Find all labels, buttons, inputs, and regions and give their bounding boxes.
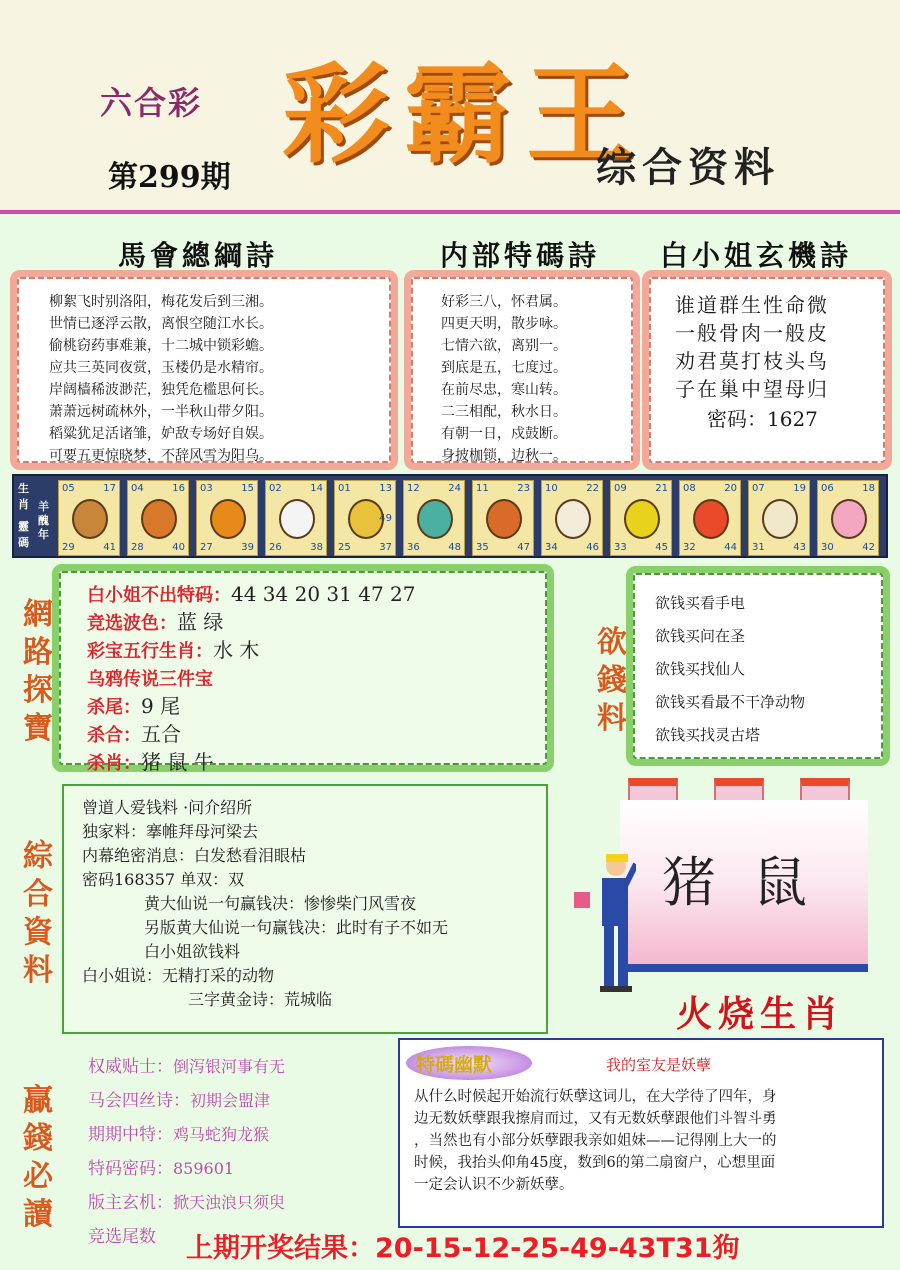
money-item: 欲钱买问在圣 [655,627,746,645]
win-value: 初期会盟津 [190,1091,271,1110]
poem-line: 在前尽忠，寒山转。 [441,382,567,398]
zodiac-strip [12,474,888,558]
zodiac-cell [334,480,396,556]
win-label: 期期中特： [88,1125,173,1145]
win-row [88,1118,285,1152]
zodiac-number: 09 [614,483,627,494]
treasure-label: 杀尾： [87,697,141,718]
zodiac-number: 30 [821,542,834,553]
left-poem-box [16,276,392,464]
zodiac-number: 29 [62,542,75,553]
snake-icon [417,499,453,539]
zodiac-number: 15 [241,483,254,494]
mid-poem-box [410,276,634,464]
humor-line: ，当然也有小部分妖孽跟我亲如姐妹——记得刚上大一的 [414,1133,777,1149]
money-item: 欲钱买看最不干净动物 [655,693,806,711]
treasure-label: 杀肖： [87,753,141,774]
left-poem-lines [49,291,273,467]
zodiac-number: 04 [131,483,144,494]
win-value: 倒泻银河事有无 [173,1057,286,1076]
zodiac-number: 39 [241,542,254,553]
poem-line: 偷桃窃药事难兼，十二城中锁彩蟾。 [49,338,273,354]
humor-line: 时候，我抬头仰角45度，数到6的第二扇窗户，心想里面 [414,1155,776,1171]
zodiac-cell [127,480,189,556]
right-poem-box [648,276,886,464]
liuhecai-label: 六合彩 [100,84,203,122]
zodiac-label-char: 羊 [38,500,49,513]
treasure-label: 乌鸦传说三件宝 [87,669,213,690]
treasure-label: 白小姐不出特码： [87,585,231,606]
mid-poem-lines [441,291,567,467]
side-label-char: 必 [23,1159,53,1194]
side-label-char: 錢 [597,663,627,698]
goat-icon [555,499,591,539]
rooster-icon [693,499,729,539]
zodiac-number: 18 [862,483,875,494]
poem-line: 四更天明，散步咏。 [441,316,567,332]
treasure-value: 五合 [141,722,181,746]
comprehensive-row: 曾道人爱钱料 ·问介绍所 [82,798,253,817]
treasure-row [87,637,415,665]
zodiac-cell [610,480,672,556]
side-label-char: 路 [23,635,53,670]
zodiac-number: 22 [586,483,599,494]
zodiac-number: 23 [517,483,530,494]
zodiac-label-char: 年 [38,528,49,541]
zodiac-label [16,480,54,556]
zodiac-number: 14 [310,483,323,494]
side-label-char: 欲 [597,625,627,660]
money-item: 欲钱买看手电 [655,594,746,612]
humor-text [414,1086,777,1196]
comprehensive-row: 密码168357 单双：双 [82,870,245,889]
win-value: 鸡马蛇狗龙猴 [173,1125,270,1144]
win-value: 掀天浊浪只须臾 [173,1193,286,1212]
net-treasure-side-label [20,596,56,748]
zodiac-number: 10 [545,483,558,494]
poem-line: 稻粱犹足活诸雏，妒敌专场好自娱。 [49,426,273,442]
poem-line: 可要五更惊晓梦，不辞风雪为阳乌。 [49,448,273,464]
zodiac-number: 33 [614,542,627,553]
zodiac-number: 02 [269,483,282,494]
side-label-char: 資 [23,915,53,950]
tiger-icon [210,499,246,539]
zodiac-label-char: 靈 [18,520,29,533]
side-label-char: 錢 [23,1121,53,1156]
humor-title: 我的室友是妖孽 [606,1056,712,1074]
comprehensive-row: 白小姐说：无精打采的动物 [82,966,275,985]
zodiac-label-char: 碼 [18,536,29,549]
zodiac-number: 40 [172,542,185,553]
treasure-value: 猪 鼠 牛 [141,750,214,774]
net-treasure-rows [87,581,415,777]
billboard-text: 猪 鼠 [662,851,818,914]
poem-line: 萧萧远树疏林外，一半秋山带夕阳。 [49,404,273,420]
money-side-label [594,624,630,738]
side-label-char: 料 [597,701,627,736]
zodiac-number: 16 [172,483,185,494]
zodiac-number: 27 [200,542,213,553]
treasure-value: 蓝 绿 [177,610,224,634]
zodiac-number: 31 [752,542,765,553]
win-row [88,1152,285,1186]
zodiac-number: 07 [752,483,765,494]
side-label-char: 合 [23,877,53,912]
poem-line: 好彩三八，怀君属。 [441,294,567,310]
poem-line: 一般骨肉一般皮 [675,321,829,345]
win-row [88,1050,285,1084]
billboard [620,800,868,972]
zodiac-number: 26 [269,542,282,553]
horse-icon [486,499,522,539]
win-row [88,1084,285,1118]
poem-line: 柳絮飞时别洛阳，梅花发后到三湘。 [49,294,273,310]
humor-line: 从什么时候起开始流行妖孽这词儿，在大学待了四年，身 [414,1089,777,1105]
zodiac-number: 28 [131,542,144,553]
treasure-row [87,693,415,721]
zodiac-cell [265,480,327,556]
zodiac-number: 49 [379,513,392,524]
win-side-label [20,1082,56,1234]
zodiac-number: 12 [407,483,420,494]
win-must-read-rows [88,1050,285,1254]
humor-line: 边无数妖孽跟我擦肩而过，又有无数妖孽跟他们斗智斗勇 [414,1111,777,1127]
zodiac-label-char: 肖 [18,498,29,511]
zodiac-cell [748,480,810,556]
side-label-char: 讀 [23,1197,53,1232]
issue-number: 第299期 [108,160,231,195]
poem-line: 子在巢中望母归 [675,377,829,401]
zodiac-number: 24 [448,483,461,494]
ox-icon [141,499,177,539]
rat-icon [72,499,108,539]
poem-line: 有朝一日，戍鼓断。 [441,426,567,442]
zodiac-number: 34 [545,542,558,553]
side-label-char: 贏 [23,1083,53,1118]
poem-line: 谁道群生性命微 [675,293,829,317]
comprehensive-box [62,784,548,1034]
zodiac-number: 21 [655,483,668,494]
poem-line: 二三相配，秋水日。 [441,404,567,420]
rabbit-icon [279,499,315,539]
right-poem-title: 白小姐玄機詩 [660,239,853,272]
money-material-box [632,572,884,760]
humor-badge: 特碼幽默 [416,1054,493,1076]
zodiac-number: 41 [103,542,116,553]
poem-line: 七情六欲，离别一。 [441,338,567,354]
side-label-char: 網 [23,597,53,632]
zodiac-number: 19 [793,483,806,494]
treasure-label: 竞选波色： [87,613,177,634]
painter-icon [566,852,636,1002]
main-title: 彩霸王 [282,52,649,178]
comprehensive-row: 三字黄金诗：荒城临 [188,990,333,1009]
comprehensive-side-label [20,838,56,990]
win-label: 马会四丝诗： [88,1091,190,1111]
side-label-char: 探 [23,673,53,708]
win-label: 权威贴士： [88,1057,173,1077]
comprehensive-row: 黄大仙说一句赢钱决：惨惨柴门风雪夜 [144,894,417,913]
zodiac-number: 32 [683,542,696,553]
zodiac-number: 47 [517,542,530,553]
treasure-value: 9 尾 [141,694,181,718]
humor-box [398,1038,884,1228]
zodiac-cell [58,480,120,556]
poem-line: 世情已逐浮云散，离恨空随江水长。 [49,316,273,332]
poem-line: 到底是五，七度过。 [441,360,567,376]
poem-line: 应共三英同夜赏，玉楼仍是水精帘。 [49,360,273,376]
monkey-icon [624,499,660,539]
treasure-row [87,581,415,609]
comprehensive-row: 独家料：搴帷拜母河梁去 [82,822,259,841]
zodiac-number: 46 [586,542,599,553]
treasure-value: 44 34 20 31 47 27 [231,582,416,606]
treasure-row [87,665,415,693]
zodiac-cell [196,480,258,556]
zodiac-cell [679,480,741,556]
zodiac-number: 25 [338,542,351,553]
treasure-value: 水 木 [213,638,260,662]
zodiac-number: 36 [407,542,420,553]
net-treasure-box [58,570,548,774]
money-material-rows [655,587,805,752]
win-label: 版主玄机： [88,1193,173,1213]
zodiac-number: 35 [476,542,489,553]
money-item: 欲钱买找灵古塔 [655,726,761,744]
comprehensive-row: 另版黄大仙说一句赢钱决：此时有子不如无 [144,918,449,937]
fire-zodiac-caption: 火烧生肖 [676,993,845,1035]
dog-icon [762,499,798,539]
zodiac-cell [403,480,465,556]
zodiac-number: 05 [62,483,75,494]
right-poem-lines [675,291,829,403]
comprehensive-rows [82,796,448,1012]
zodiac-number: 13 [379,483,392,494]
poem-line: 劝君莫打枝头鸟 [675,349,829,373]
zodiac-number: 42 [862,542,875,553]
zodiac-label-char: 醜 [38,514,49,527]
treasure-row [87,609,415,637]
mid-poem-title: 内部特碼詩 [440,239,601,272]
money-item: 欲钱买找仙人 [655,660,746,678]
zodiac-cell [817,480,879,556]
comprehensive-row: 白小姐欲钱料 [144,942,241,961]
zodiac-label-char: 生 [18,482,29,495]
win-label: 竞选尾数 [88,1227,156,1247]
comprehensive-row: 内幕绝密消息：白发愁看泪眼枯 [82,846,307,865]
last-draw-result: 上期开奖结果：20-15-12-25-49-43T31狗 [186,1233,740,1264]
right-poem-code: 密码：1627 [707,407,818,431]
zodiac-number: 17 [103,483,116,494]
zodiac-number: 03 [200,483,213,494]
zodiac-number: 45 [655,542,668,553]
treasure-label: 杀合： [87,725,141,746]
side-label-char: 寶 [23,711,53,746]
win-value: 859601 [173,1159,235,1178]
subtitle: 综合资料 [596,144,780,191]
zodiac-number: 44 [724,542,737,553]
side-label-char: 料 [23,953,53,988]
win-label: 特码密码： [88,1159,173,1179]
zodiac-number: 38 [310,542,323,553]
treasure-label: 彩宝五行生肖： [87,641,213,662]
humor-line: 一定会认识不少新妖孽。 [414,1177,574,1193]
zodiac-cell [472,480,534,556]
side-label-char: 綜 [23,839,53,874]
zodiac-number: 37 [379,542,392,553]
zodiac-cell [541,480,603,556]
poem-line: 身披枷锁，边秋一。 [441,448,567,464]
treasure-row [87,749,415,777]
left-poem-title: 馬會總綱詩 [118,239,279,272]
treasure-row [87,721,415,749]
poem-line: 岸阔樯稀波渺茫，独凭危槛思何长。 [49,382,273,398]
zodiac-number: 01 [338,483,351,494]
zodiac-number: 20 [724,483,737,494]
win-row [88,1186,285,1220]
zodiac-number: 43 [793,542,806,553]
zodiac-number: 48 [448,542,461,553]
zodiac-number: 06 [821,483,834,494]
zodiac-number: 08 [683,483,696,494]
zodiac-number: 11 [476,483,489,494]
pig-icon [831,499,867,539]
